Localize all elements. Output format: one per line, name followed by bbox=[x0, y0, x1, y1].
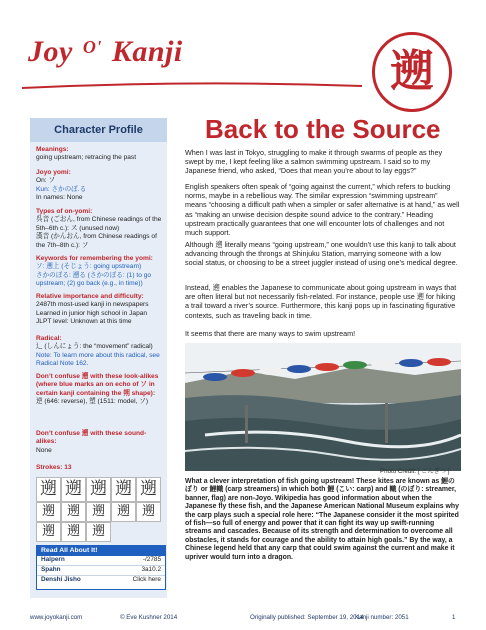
onyomi-type-1: 呉音 (ごおん, from Chinese readings of the 5th–6th c.): ス (unused now) bbox=[36, 216, 162, 232]
denshi-jisho-link[interactable]: Click here bbox=[132, 575, 161, 583]
logo-kanji: Kanji bbox=[111, 35, 183, 68]
reference-label: Denshi Jisho bbox=[41, 575, 81, 583]
confuse-soundalikes-text: None bbox=[36, 446, 52, 454]
confuse-soundalikes-section bbox=[36, 430, 164, 455]
confuse-soundalikes-heading: Don’t confuse 遡 with these sound-alikes: bbox=[36, 430, 147, 446]
reference-label: Spahn bbox=[41, 565, 61, 573]
character-profile-heading: Character Profile bbox=[30, 118, 167, 142]
reference-value: -/2785 bbox=[142, 556, 161, 563]
confuse-lookalikes-section bbox=[36, 373, 164, 407]
stroke-cell: 遡 bbox=[36, 477, 61, 502]
importance-heading: Relative importance and difficulty: bbox=[36, 293, 144, 300]
radical-heading: Radical: bbox=[36, 335, 62, 342]
reference-row[interactable] bbox=[37, 556, 165, 566]
logo-joy: Joy bbox=[28, 35, 73, 68]
footer-kanji-number: Kanji number: 2051 bbox=[355, 614, 409, 621]
stroke-cell: 遡 bbox=[111, 502, 136, 522]
paragraph-3: Although 遡 literally means “going upstream,” one wouldn’t use this kanji to talk about advancing through the throngs at Shinjuku Station, marrying someone with a low social status, or choosing to be a street juggler instead of using one’s medical degree. bbox=[185, 240, 458, 268]
photo-caption: What a clever interpretation of fish going upstream! These kites are known as 鯉のぼり or 鯉幟 (carp streamers) in which both 鯉 (こい: carp) and 幟 (のぼり: streamer, banner, flag) are non-Joyo. Wikipedia has good information about when the Japanese fly these fish, and the Japanese American National Museum explains why the carp plays such a special role here: “The Japanese consider it the most spirited of fish—so full of energy and power that it can fight its way up swift-running streams and cascades. Because of its strength and determination to overcome all obstacles, it stands for courage and the ability to attain high goals.” By the way, a Chinese legend held that any carp that could swim against the current and make it upriver would turn into a dragon. bbox=[185, 478, 459, 561]
keyword-2: さかのぼる: 遡る (さかのぼる: (1) to go upstream; (2) go back (e.g., in time)) bbox=[36, 271, 152, 288]
stroke-cell: 遡 bbox=[36, 502, 61, 522]
onyomi-types-heading: Types of on-yomi: bbox=[36, 208, 93, 215]
photo-credit[interactable]: Photo Credit: [ ごんぎつ ] bbox=[380, 468, 450, 475]
footer-copyright: © Eve Kushner 2014 bbox=[120, 614, 178, 621]
paragraph-2: English speakers often speak of “going against the current,” which refers to bucking norms, maybe in a rebellious way. The similar expression “swimming upstream” means “choosing a difficult path when a simpler or safer alternative is at hand,” as well as “making an unwise decision despite sound advice to the contrary.” Heading upstream practically guarantees that one will encounter lots of challenges and not much support. bbox=[185, 182, 460, 238]
stroke-cell: 遡 bbox=[136, 477, 161, 502]
kanji-badge bbox=[372, 32, 452, 112]
reference-value: 3a10.2 bbox=[141, 565, 161, 573]
strokes-heading: Strokes: 13 bbox=[36, 464, 72, 471]
logo-o: O' bbox=[82, 37, 102, 57]
read-all-about-it-box bbox=[36, 545, 166, 590]
stroke-cell: 遡 bbox=[36, 522, 61, 542]
read-all-about-it-heading: Read All About It! bbox=[37, 546, 165, 556]
stroke-order-grid-lower bbox=[36, 502, 162, 542]
meanings-text: going upstream; retracing the past bbox=[36, 154, 137, 162]
reference-row[interactable] bbox=[37, 566, 165, 576]
stroke-cell: 遡 bbox=[86, 477, 111, 502]
footer-site-link[interactable]: www.joyokanji.com bbox=[30, 614, 83, 621]
onyomi-type-2: 漢音 (かんおん, from Chinese readings of the 7th–8th c.): ソ bbox=[36, 233, 157, 249]
paragraph-4: Instead, 遡 enables the Japanese to communicate about going upstream in ways that are often literal but not necessarily fish-related. For instance, people use 遡 for hiking a trail toward a river’s source. Furthermore, this kanji pops up in fascinating figurative contexts, such as traveling back in time. bbox=[185, 283, 457, 320]
joyo-yomi-section bbox=[36, 169, 164, 203]
paragraph-1: When I was last in Tokyo, struggling to make it through swarms of people as they swept by me, I kept feeling like a salmon swimming upstream. I said so to my Japanese friend, who asked, “Does that mean you’re about to lay eggs?” bbox=[185, 148, 443, 176]
keywords-heading: Keywords for remembering the yomi: bbox=[36, 255, 153, 262]
logo bbox=[28, 35, 183, 69]
stroke-cell: 遡 bbox=[86, 502, 111, 522]
kun-yomi: Kun: さかのぼ.る bbox=[36, 185, 87, 193]
keyword-1: ソ: 遡上 (そじょう: going upstream) bbox=[36, 263, 142, 271]
reference-label: Halpern bbox=[41, 556, 65, 563]
on-yomi: On: ソ bbox=[36, 177, 56, 185]
stroke-cell: 遡 bbox=[61, 502, 86, 522]
importance-3: JLPT level: Unknown at this time bbox=[36, 318, 132, 326]
keywords-section bbox=[36, 255, 164, 289]
stroke-cell: 遡 bbox=[86, 522, 111, 542]
header-swoosh bbox=[22, 82, 362, 92]
carp-streamers-photo bbox=[185, 343, 461, 471]
stroke-cell: 遡 bbox=[61, 477, 86, 502]
onyomi-types-section bbox=[36, 208, 164, 250]
radical-section bbox=[36, 335, 164, 369]
reference-row[interactable] bbox=[37, 576, 165, 585]
article-title: Back to the Source bbox=[205, 114, 441, 144]
meanings-heading: Meanings: bbox=[36, 146, 69, 153]
kanji-character: 遡 bbox=[390, 46, 434, 97]
footer-published: Originally published: September 19, 2014 bbox=[250, 614, 364, 621]
footer-page-number: 1 bbox=[452, 614, 456, 621]
confuse-lookalikes-heading: Don’t confuse 遡 with these look-alikes (where blue marks an on echo of ソ in certain kanji containing the 朔 shape): bbox=[36, 373, 159, 397]
names-yomi: In names: None bbox=[36, 194, 83, 202]
confuse-lookalikes-text: 逆 (646: reverse), 塑 (1511: model, ソ) bbox=[36, 398, 149, 406]
stroke-cell: 遡 bbox=[61, 522, 86, 542]
radical-note-link[interactable]: Note: To learn more about this radical, see Radical Note 162. bbox=[36, 351, 160, 368]
importance-section bbox=[36, 293, 164, 327]
radical-1: 辶 (しんにょう: the “movement” radical) bbox=[36, 343, 153, 351]
importance-2: Learned in junior high school in Japan bbox=[36, 309, 148, 317]
stroke-cell: 遡 bbox=[136, 502, 161, 522]
paragraph-5: It seems that there are many ways to swim upstream! bbox=[185, 329, 356, 338]
joyo-yomi-heading: Joyo yomi: bbox=[36, 169, 71, 176]
meanings-section bbox=[36, 146, 164, 163]
importance-1: 2487th most-used kanji in newspapers bbox=[36, 301, 149, 309]
stroke-cell: 遡 bbox=[111, 477, 136, 502]
